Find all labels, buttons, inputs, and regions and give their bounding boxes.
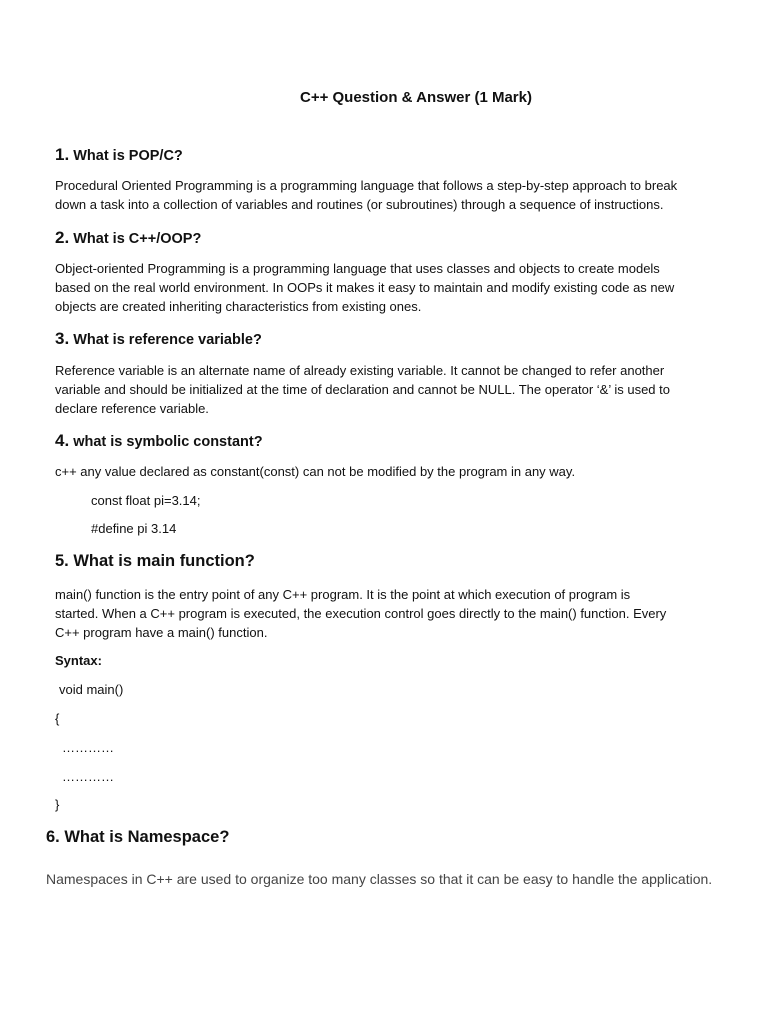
answer-5-line: main() function is the entry point of any C++ program. It is the point at which execution of program is (55, 587, 631, 602)
code-line: } (55, 797, 60, 812)
answer-2-line: based on the real world environment. In OOPs it makes it easy to maintain and modify existing code as new (55, 280, 675, 295)
question-4-heading (55, 431, 263, 451)
question-3-number: 3. (55, 329, 70, 348)
question-3-title: What is reference variable? (73, 332, 262, 348)
question-1-title: What is POP/C? (73, 148, 183, 164)
question-5-heading: 5. What is main function? (55, 552, 255, 570)
answer-2-line: Object-oriented Programming is a programming language that uses classes and objects to create models (55, 261, 660, 276)
question-1-number: 1. (55, 145, 70, 164)
question-6-heading: 6. What is Namespace? (46, 828, 230, 846)
code-const-pi: const float pi=3.14; (91, 493, 201, 508)
answer-4: c++ any value declared as constant(const) can not be modified by the program in any way. (55, 464, 576, 479)
code-line: { (55, 711, 60, 726)
page-title: C++ Question & Answer (1 Mark) (299, 89, 532, 106)
question-3-heading (55, 329, 262, 349)
question-4-title: what is symbolic constant? (73, 434, 263, 450)
question-2-title: What is C++/OOP? (73, 231, 202, 247)
answer-2-line: objects are created inheriting characteristics from existing ones. (55, 299, 422, 314)
question-2-heading (55, 228, 201, 248)
question-4-number: 4. (55, 431, 70, 450)
answer-1-line: Procedural Oriented Programming is a programming language that follows a step-by-step approach to break (55, 178, 678, 193)
answer-3-line: Reference variable is an alternate name of already existing variable. It cannot be changed to refer another (55, 363, 665, 378)
question-1-heading (55, 145, 183, 165)
code-define-pi: #define pi 3.14 (91, 521, 177, 536)
question-2-number: 2. (55, 228, 70, 247)
answer-1-line: down a task into a collection of variables and routines (or subroutines) through a sequence of instructions. (55, 197, 664, 212)
code-line: void main() (59, 682, 124, 697)
answer-3-line: variable and should be initialized at the time of declaration and cannot be NULL. The operator ‘&’ is used to (55, 382, 670, 397)
answer-6: Namespaces in C++ are used to organize too many classes so that it can be easy to handle the application. (46, 871, 713, 887)
answer-1 (55, 176, 677, 214)
answer-5-line: C++ program have a main() function. (55, 625, 268, 640)
code-line: ………… (62, 740, 114, 755)
syntax-label: Syntax: (55, 653, 102, 668)
answer-3 (55, 361, 670, 418)
answer-5-line: started. When a C++ program is executed, the execution control goes directly to the main() function. Every (55, 606, 667, 621)
answer-2 (55, 259, 674, 316)
answer-3-line: declare reference variable. (55, 401, 209, 416)
answer-5 (55, 585, 666, 642)
code-line: ………… (62, 769, 114, 784)
